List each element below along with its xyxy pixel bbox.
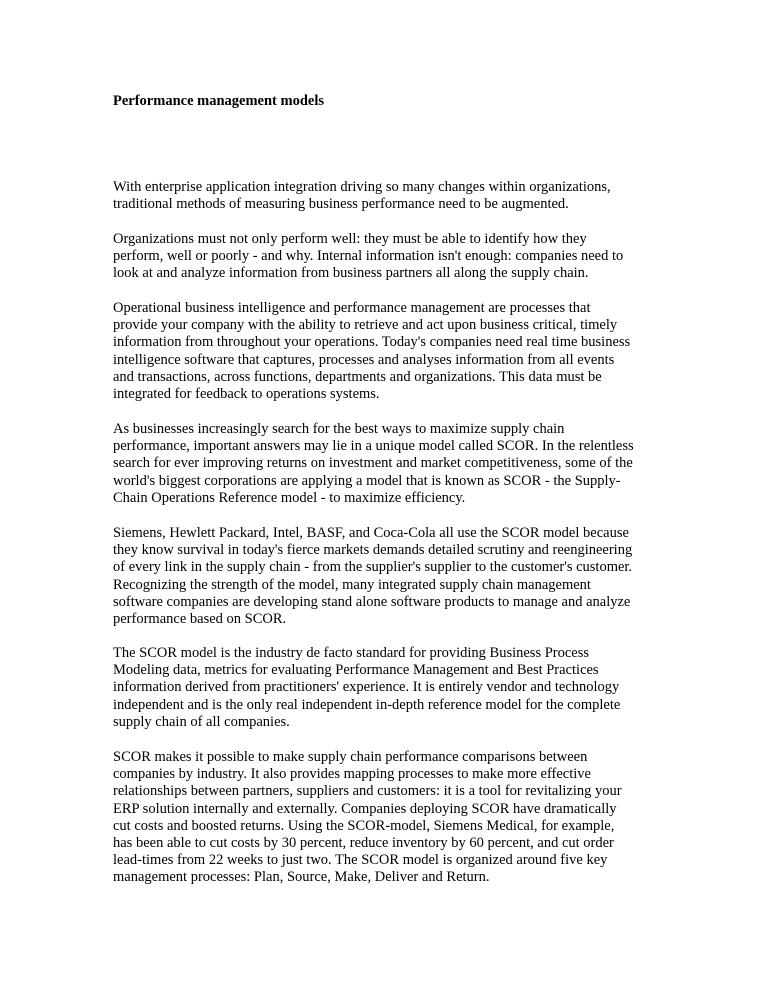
text-line: ERP solution internally and externally. Companies deploying SCOR have dramatically — [113, 800, 617, 817]
text-line: performance based on SCOR. — [113, 611, 287, 628]
text-line: Operational business intelligence and performance management are processes that — [113, 300, 591, 316]
text-line: world's biggest corporations are applying a model that is known as SCOR - the Supply- — [113, 472, 621, 489]
text-line: integrated for feedback to operations systems. — [113, 386, 380, 403]
text-line: relationships between partners, suppliers and customers: it is a tool for revitalizing your — [113, 783, 622, 800]
paragraph-organizations — [113, 231, 673, 283]
text-line: As businesses increasingly search for the best ways to maximize supply chain — [113, 421, 565, 437]
paragraph-intro — [113, 179, 673, 213]
text-line: provide your company with the ability to retrieve and act upon business critical, timely — [113, 317, 618, 334]
text-line: has been able to cut costs by 30 percent, reduce inventory by 60 percent, and cut order — [113, 835, 614, 852]
text-line: cut costs and boosted returns. Using the SCOR-model, Siemens Medical, for example, — [113, 817, 615, 834]
text-line: independent and is the only real independent in-depth reference model for the complete — [113, 696, 621, 713]
paragraph-scor-standard — [113, 645, 673, 731]
text-line: traditional methods of measuring business performance need to be augmented. — [113, 196, 569, 213]
text-line: SCOR makes it possible to make supply chain performance comparisons between — [113, 749, 588, 765]
text-line: and transactions, across functions, departments and organizations. This data must be — [113, 368, 602, 385]
paragraph-scor-intro — [113, 421, 673, 507]
text-line: Chain Operations Reference model - to maximize efficiency. — [113, 489, 466, 506]
text-line: The SCOR model is the industry de facto standard for providing Business Process — [113, 645, 590, 661]
text-line: information derived from practitioners' experience. It is entirely vendor and technology — [113, 679, 620, 696]
paragraph-scor-benefits — [113, 749, 673, 887]
text-line: information from throughout your operations. Today's companies need real time business — [113, 334, 631, 351]
text-line: Recognizing the strength of the model, many integrated supply chain management — [113, 576, 591, 593]
text-line: perform, well or poorly - and why. Internal information isn't enough: companies need to — [113, 248, 624, 265]
text-line: search for ever improving returns on investment and market competitiveness, some of the — [113, 455, 633, 472]
text-line: With enterprise application integration driving so many changes within organizations, — [113, 179, 611, 195]
text-line: look at and analyze information from business partners all along the supply chain. — [113, 265, 589, 282]
text-line: they know survival in today's fierce markets demands detailed scrutiny and reengineering — [113, 542, 633, 559]
paragraph-companies-using-scor — [113, 525, 673, 628]
text-line: management processes: Plan, Source, Make, Deliver and Return. — [113, 869, 490, 886]
text-line: software companies are developing stand alone software products to manage and analyze — [113, 593, 631, 610]
text-line: intelligence software that captures, processes and analyses information from all events — [113, 351, 615, 368]
paragraph-operational-bi — [113, 300, 673, 403]
text-line: lead-times from 22 weeks to just two. The SCOR model is organized around five key — [113, 852, 608, 869]
text-line: Modeling data, metrics for evaluating Performance Management and Best Practices — [113, 662, 599, 679]
text-line: of every link in the supply chain - from the supplier's supplier to the customer's customer. — [113, 559, 633, 576]
text-line: Siemens, Hewlett Packard, Intel, BASF, and Coca-Cola all use the SCOR model because — [113, 525, 629, 541]
text-line: Organizations must not only perform well: they must be able to identify how they — [113, 231, 587, 247]
page-title: Performance management models — [113, 93, 324, 109]
text-line: supply chain of all companies. — [113, 713, 290, 730]
text-line: companies by industry. It also provides mapping processes to make more effective — [113, 766, 591, 783]
text-line: performance, important answers may lie in a unique model called SCOR. In the relentless — [113, 438, 634, 455]
